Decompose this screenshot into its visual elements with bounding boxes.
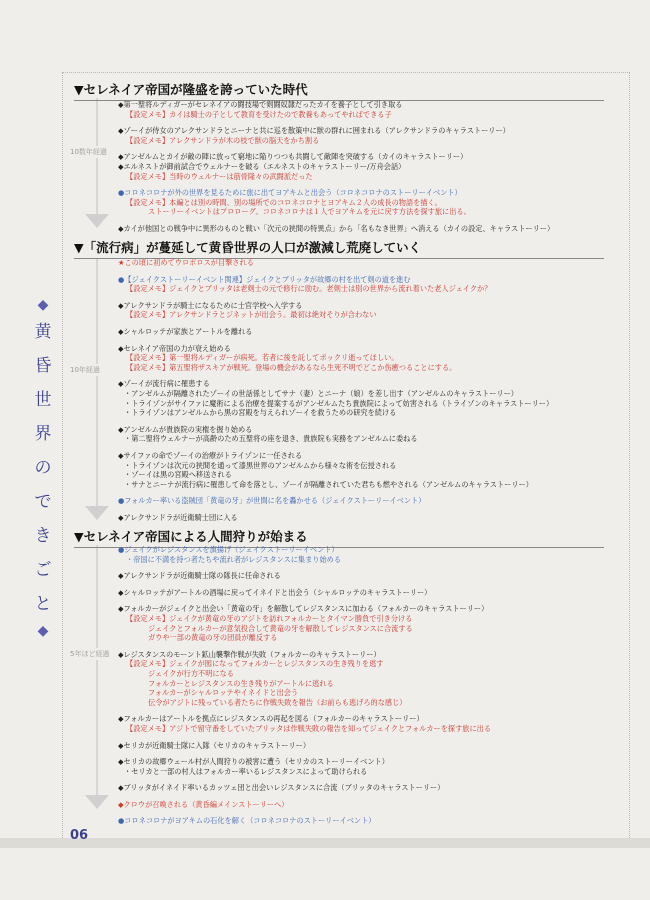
side-title-char: ご	[34, 560, 52, 580]
timeline-entry: ◆シャルロッテがアートルの酒場に戻ってイネイドと出会う（シャルロッテのキャラストーリー）	[118, 587, 432, 597]
group-gap	[118, 597, 618, 604]
timeline-entry: ◆フォルカーはアートルを拠点にレジスタンスの再起を図る（フォルカーのキャラストーリー）	[118, 714, 424, 724]
group-gap	[118, 418, 618, 425]
timeline-line	[96, 98, 98, 218]
timeline-entry: 【設定メモ】ジェイクが囮になってフォルカーとレジスタンスの生き残りを逃す	[126, 659, 384, 669]
side-title-char: 昏	[34, 356, 52, 376]
timeline-entry: ◆アンゼルムとカイが敵の陣に放って窮地に陥りつつも共闘して敵陣を突破する（カイのキャラストーリー）	[118, 152, 468, 162]
era-label: 10数年経過	[70, 148, 107, 156]
timeline-entry: 【設定メモ】カイは騎士の子として教育を受けたので教養もあってやればできる子	[126, 109, 392, 119]
timeline-entry: ガウや一部の黄竜の牙の団員が離反する	[148, 633, 278, 643]
group-gap	[118, 793, 618, 800]
timeline-entry: ◆サイファの命でゾーイの治療がトライゾンに一任される	[118, 450, 303, 460]
side-title-char: と	[34, 594, 52, 614]
timeline-entry: ◆セリカの故郷ウェール村が人間狩りの被害に遭う（セリカのストーリーイベント）	[118, 757, 389, 767]
side-title-char: で	[34, 492, 52, 512]
group-gap	[118, 734, 618, 741]
group-gap	[118, 707, 618, 714]
group-gap	[118, 119, 618, 126]
group-gap	[118, 217, 618, 224]
timeline-entry: ・アンゼルムが隔離されたゾーイの世話係としてサナ（妻）とニーナ（娘）を差し出す（アンゼルムのキャラストーリー）	[124, 388, 518, 398]
timeline-entry: ◆クロウが召喚される（黄昏編メインストーリーへ）	[118, 799, 289, 809]
group-gap	[118, 444, 618, 451]
section-content	[118, 258, 618, 522]
section-content	[118, 100, 618, 234]
timeline-entry: ・トライゾンはアンゼルムから黒の宮殿を与えられゾーイを救うための研究を続ける	[124, 408, 397, 418]
era-label: 5年ほど経過	[70, 650, 110, 658]
timeline-entry: ◆エルネストが御前試合でウェルナーを破る（エルネストのキャラストーリー/万舟会話）	[118, 161, 406, 171]
timeline-entry: 【設定メモ】第一聖将ルディガーが病死。若者に後を託してポックリ逝ってほしい。	[126, 353, 399, 363]
group-gap	[118, 489, 618, 496]
timeline-entry: ●コロネコロナがヨアキムの石化を解く（コロネコロナのストーリーイベント）	[118, 816, 376, 826]
timeline-entry: ◆シャルロッテが家族とアートルを離れる	[118, 326, 253, 336]
timeline-entry: 【設定メモ】アレクサンドラとジネットが出会う。最初は絶対そりが合わない	[126, 310, 377, 320]
group-gap	[118, 564, 618, 571]
side-title-char: き	[34, 526, 52, 546]
timeline-entry: 【設定メモ】本編とは別の時間、別の場所でのコロネコロナとヨアキム２人の成長の物語を描く。	[126, 197, 442, 207]
timeline-entry: ◆アレクサンドラが近衛騎士団に入る	[118, 512, 238, 522]
timeline-line	[96, 545, 98, 797]
timeline-entry: フォルカーがシャルロッテやイネイドと出会う	[148, 688, 299, 698]
timeline-entry: ◆ゾーイが侍女のアレクサンドラとニーナと共に巡を散策中に獣の群れに囲まれる（アレクサンドラのキャラストーリー）	[118, 126, 510, 136]
section-title: ▼セレネイア帝国による人間狩りが始まる	[74, 527, 604, 548]
timeline-entry: ・トライゾンは次元の狭間を通って漆黒世界のアンゼルムから様々な術を伝授される	[124, 460, 397, 470]
timeline-arrow-icon	[85, 506, 109, 520]
group-gap	[118, 809, 618, 816]
timeline-entry: 【設定メモ】ジェイクが黄竜の牙のアジトを訪れフォルカーとタイマン勝負で引き分ける	[126, 613, 413, 623]
group-gap	[118, 581, 618, 588]
page-number: 06	[70, 828, 89, 843]
timeline-entry: ◆第一聖将ルディガーがセレネイアの闘技場で剣闘奴隷だったカイを養子として引き取る	[118, 100, 403, 109]
timeline-entry: ●コロネコロナが外の世界を見るために旅に出てヨアキムと出会う（コロネコロナのストーリーイベント）	[118, 188, 462, 198]
timeline-entry: ◆セリカが近衛騎士隊に入隊（セリカのキャラストーリー）	[118, 740, 311, 750]
timeline-entry: ◆フォルカーがジェイクと出会い「黄竜の牙」を解散してレジスタンスに加わる（フォルカーのキャラストーリー）	[118, 604, 489, 614]
era-label: 10年経過	[70, 366, 100, 374]
timeline-entry: ◆セレネイア帝国の力が衰え始める	[118, 343, 231, 353]
timeline-entry: ◆ブリッタがイネイド率いるカッツェ団と出会いレジスタンスに合流（ブリッタのキャラストーリー）	[118, 783, 445, 793]
timeline-entry: 【設定メモ】アレクサンドラが木の枝で獣の脳天をかち割る	[126, 135, 320, 145]
timeline-entry: ・帝国に不満を持つ者たちや流れ者がレジスタンスに集まり始める	[126, 554, 342, 564]
timeline-entry: ◆アレクサンドラが近衛騎士隊の隊長に任命される	[118, 571, 281, 581]
group-gap	[118, 181, 618, 188]
section-content	[118, 545, 618, 826]
timeline-entry: ◆ゾーイが流行病に罹患する	[118, 379, 210, 389]
timeline-entry: ・ゾーイは黒の宮殿へ移送される	[124, 470, 232, 480]
timeline-entry: 【設定メモ】第五聖将ザスキアが戦死。登場の機会があるなら生死不明でどこか伤癒つることにする。	[126, 362, 457, 372]
timeline-entry: ◆アンゼルムが貴族院の実権を握り始める	[118, 424, 253, 434]
group-gap	[118, 643, 618, 650]
timeline-entry: 伝令がアジトに残っている者たちに作戦失敗を報告（お前らも逃げろ的な感じ）	[148, 697, 407, 707]
side-title-char: 黄	[34, 322, 52, 342]
timeline-entry: ◆アレクサンドラが騎士になるために士官学校へ入学する	[118, 300, 303, 310]
timeline-entry: ◆カイが他国との戦争中に異形のものと戦い「次元の狭間の特異点」から「名もなき世界」へ消える（カイの設定、キャラストーリー）	[118, 223, 555, 233]
group-gap	[118, 294, 618, 301]
side-title-char: 界	[34, 424, 52, 444]
timeline-entry: ジェイクが行方不明になる	[148, 668, 234, 678]
group-gap	[118, 268, 618, 275]
group-gap	[118, 506, 618, 513]
side-title	[32, 295, 54, 641]
section-title: ▼セレネイア帝国が隆盛を誇っていた時代	[74, 80, 604, 101]
timeline-entry: ・サナとニーナが流行病に罹患して命を落とし、ゾーイが隔離されていた君ちも燃やされる（アンゼルムのキャラストーリー）	[124, 479, 533, 489]
timeline-entry: ●【ジェイクストーリーイベント関連】ジェイクとブリッタが故郷の村を出て剣の道を進む	[118, 274, 411, 284]
timeline-entry: 【設定メモ】当時のウェルナーは筋骨隆々の武闘派だった	[126, 171, 313, 181]
diamond-icon: ◆	[37, 623, 49, 639]
diamond-icon: ◆	[37, 297, 49, 313]
group-gap	[118, 145, 618, 152]
timeline-entry: フォルカーとレジスタンスの生き残りがアートルに逃れる	[148, 678, 334, 688]
timeline-entry: ●フォルカー率いる盗賊団「黄竜の牙」が世間に名を轟かせる（ジェイクストーリーイベント）	[118, 496, 426, 506]
bottom-band	[0, 838, 650, 848]
timeline-entry: 【設定メモ】ジェイクとブリッタは老剣士の元で修行に励む。老剣士は別の世界から流れ着いた老人ジェイクか？	[126, 284, 492, 294]
timeline-entry: ストーリーイベントはプロローグ。コロネコロナは１人でヨアキムを元に戻す方法を探す旅に出る。	[148, 207, 471, 217]
side-title-char: の	[34, 458, 52, 478]
timeline-arrow-icon	[85, 795, 109, 809]
side-title-char: 世	[34, 390, 52, 410]
section-title: ▼「流行病」が蔓延して黄昏世界の人口が激減し荒廃していく	[74, 238, 604, 259]
timeline-entry: ・トライゾンがサイファに魔術による治療を提案するがアンゼルムたち貴族院によって妨害される（トライゾンのキャラストーリー）	[124, 398, 554, 408]
group-gap	[118, 776, 618, 783]
timeline-entry: ★この頃に初めてウロボロスが目撃される	[118, 258, 254, 267]
timeline-entry: ・第二聖将ウェルナーが高齢のため五聖将の座を退き、貴族院も実務をアンゼルムに委ねる	[124, 434, 418, 444]
timeline-entry: ●ジェイクがレジスタンスを旗揚げ（ジェイクストーリーイベント）	[118, 545, 339, 554]
timeline-line	[96, 258, 98, 508]
group-gap	[118, 372, 618, 379]
timeline-entry: ◆レジスタンスのモーント鉱山襲撃作戦が失敗（フォルカーのキャラストーリー）	[118, 649, 381, 659]
group-gap	[118, 750, 618, 757]
timeline-arrow-icon	[85, 214, 109, 228]
group-gap	[118, 320, 618, 327]
timeline-entry: ジェイクとフォルカーが意気投合して黄竜の牙を解散してレジスタンスに合流する	[148, 623, 413, 633]
timeline-entry: ・セリカと一部の村人はフォルカー率いるレジスタンスによって助けられる	[124, 766, 368, 776]
timeline-entry: 【設定メモ】アジトで留守番をしていたブリッタは作戦失敗の報告を知ってジェイクとフォルカーを探す旅に出る	[126, 723, 492, 733]
group-gap	[118, 337, 618, 344]
